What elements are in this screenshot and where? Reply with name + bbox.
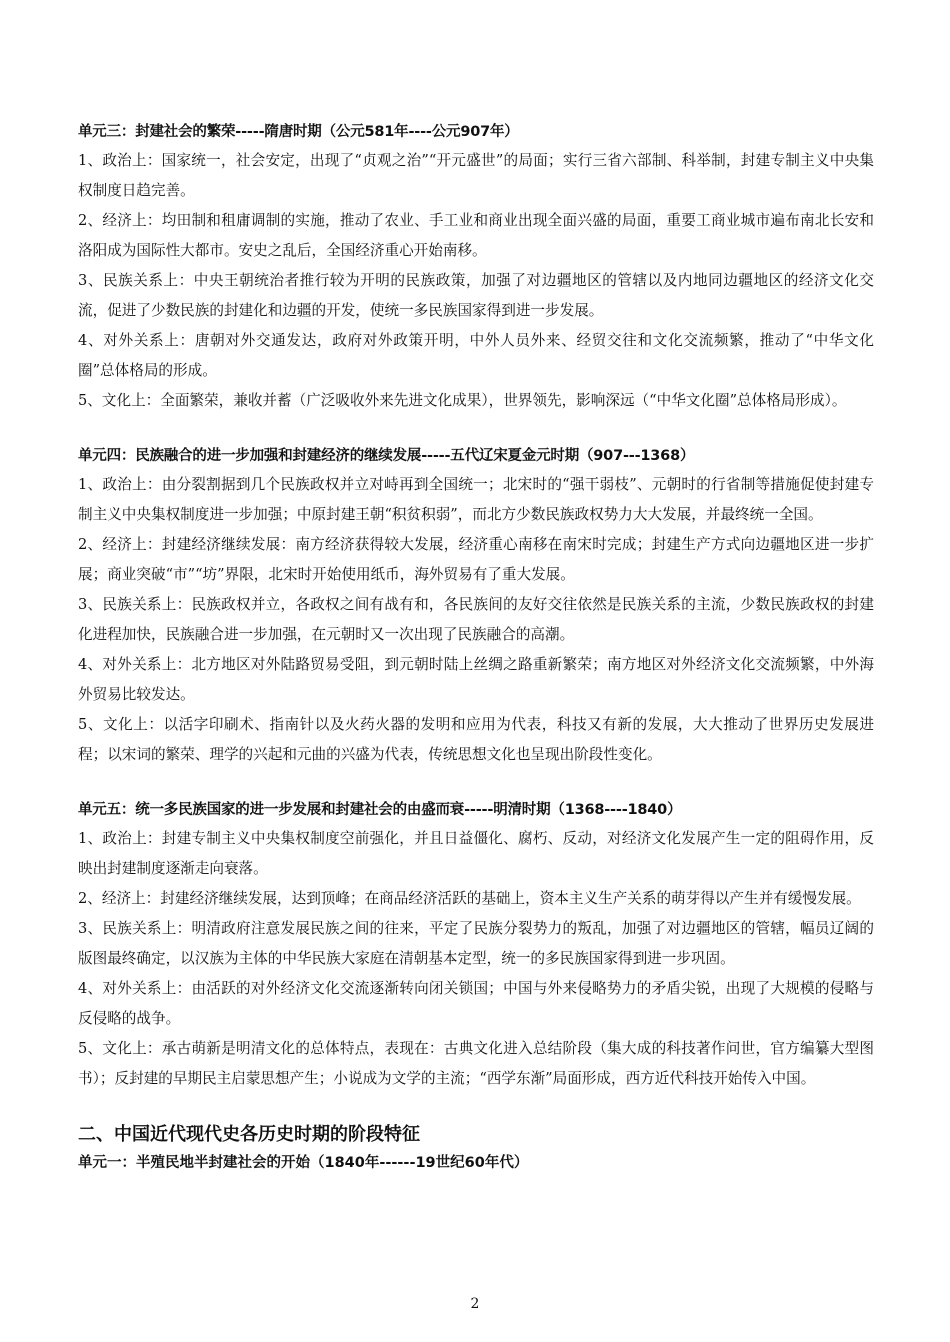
- page-number: 2: [470, 1296, 480, 1312]
- unit-five-economy: 2、经济上：封建经济继续发展，达到顶峰；在商品经济活跃的基础上，资本主义生产关系的萌芽得以产生并有缓慢发展。: [78, 890, 861, 907]
- unit-three-ethnic-relations: 3、民族关系上：中央王朝统治者推行较为开明的民族政策，加强了对边疆地区的管辖以及内地同边疆地区的经济文化交流，促进了少数民族的封建化和边疆的开发，使统一多民族国家得到进一步发展。: [78, 272, 874, 319]
- part-two-unit-one-title: 单元一：半殖民地半封建社会的开始（1840年------19世纪60年代）: [78, 1155, 529, 1171]
- unit-four-politics: 1、政治上：由分裂割据到几个民族政权并立对峙再到全国统一；北宋时的“强干弱枝”、元朝时的行省制等措施促使封建专制主义中央集权制度进一步加强；中原封建王朝“积贫积弱”，而北方少数民族政权势力大大发展，并最终统一全国。: [78, 476, 874, 523]
- section-unit-four: [78, 442, 874, 770]
- section-unit-three: [78, 118, 874, 416]
- unit-three-economy: 2、经济上：均田制和租庸调制的实施，推动了农业、手工业和商业出现全面兴盛的局面，重要工商业城市遍布南北长安和洛阳成为国际性大都市。安史之乱后，全国经济重心开始南移。: [78, 212, 874, 259]
- unit-three-politics: 1、政治上：国家统一，社会安定，出现了“贞观之治”“开元盛世”的局面；实行三省六部制、科举制，封建专制主义中央集权制度日趋完善。: [78, 152, 874, 199]
- unit-five-ethnic-relations: 3、民族关系上：明清政府注意发展民族之间的往来，平定了民族分裂势力的叛乱，加强了对边疆地区的管辖，幅员辽阔的版图最终确定，以汉族为主体的中华民族大家庭在清朝基本定型，统一的多民族国家得到进一步巩固。: [78, 920, 874, 967]
- unit-three-foreign-relations: 4、对外关系上：唐朝对外交通发达，政府对外政策开明，中外人员外来、经贸交往和文化交流频繁，推动了“中华文化圈”总体格局的形成。: [78, 332, 874, 379]
- unit-three-culture: 5、文化上：全面繁荣，兼收并蓄（广泛吸收外来先进文化成果），世界领先，影响深远（“中华文化圈”总体格局形成）。: [78, 392, 847, 409]
- unit-five-culture: 5、文化上：承古萌新是明清文化的总体特点，表现在：古典文化进入总结阶段（集大成的科技著作问世，官方编纂大型图书）；反封建的早期民主启蒙思想产生；小说成为文学的主流；“西学东渐”局面形成，西方近代科技开始传入中国。: [78, 1040, 874, 1087]
- unit-five-foreign-relations: 4、对外关系上：由活跃的对外经济文化交流逐渐转向闭关锁国；中国与外来侵略势力的矛盾尖锐，出现了大规模的侵略与反侵略的战争。: [78, 980, 874, 1027]
- unit-four-culture: 5、文化上：以活字印刷术、指南针以及火药火器的发明和应用为代表，科技又有新的发展，大大推动了世界历史发展进程；以宋词的繁荣、理学的兴起和元曲的兴盛为代表，传统思想文化也呈现出阶段性变化。: [78, 716, 874, 763]
- unit-five-politics: 1、政治上：封建专制主义中央集权制度空前强化，并且日益僵化、腐朽、反动，对经济文化发展产生一定的阻碍作用，反映出封建制度逐渐走向衰落。: [78, 830, 874, 877]
- document-page: [78, 118, 874, 1176]
- unit-four-economy: 2、经济上：封建经济继续发展：南方经济获得较大发展，经济重心南移在南宋时完成；封建生产方式向边疆地区进一步扩展；商业突破“市”“坊”界限，北宋时开始使用纸币，海外贸易有了重大发展。: [78, 536, 874, 583]
- unit-four-title: 单元四：民族融合的进一步加强和封建经济的继续发展-----五代辽宋夏金元时期（907---1368）: [78, 448, 695, 464]
- unit-five-title: 单元五：统一多民族国家的进一步发展和封建社会的由盛而衰-----明清时期（1368----1840）: [78, 802, 682, 818]
- unit-three-title: 单元三：封建社会的繁荣-----隋唐时期（公元581年----公元907年）: [78, 124, 519, 140]
- unit-four-ethnic-relations: 3、民族关系上：民族政权并立，各政权之间有战有和，各民族间的友好交往依然是民族关系的主流，少数民族政权的封建化进程加快，民族融合进一步加强，在元朝时又一次出现了民族融合的高潮。: [78, 596, 874, 643]
- unit-four-foreign-relations: 4、对外关系上：北方地区对外陆路贸易受阻，到元朝时陆上丝绸之路重新繁荣；南方地区对外经济文化交流频繁，中外海外贸易比较发达。: [78, 656, 874, 703]
- part-two-heading: 二、中国近代现代史各历史时期的阶段特征: [78, 1124, 420, 1145]
- section-unit-five: [78, 796, 874, 1094]
